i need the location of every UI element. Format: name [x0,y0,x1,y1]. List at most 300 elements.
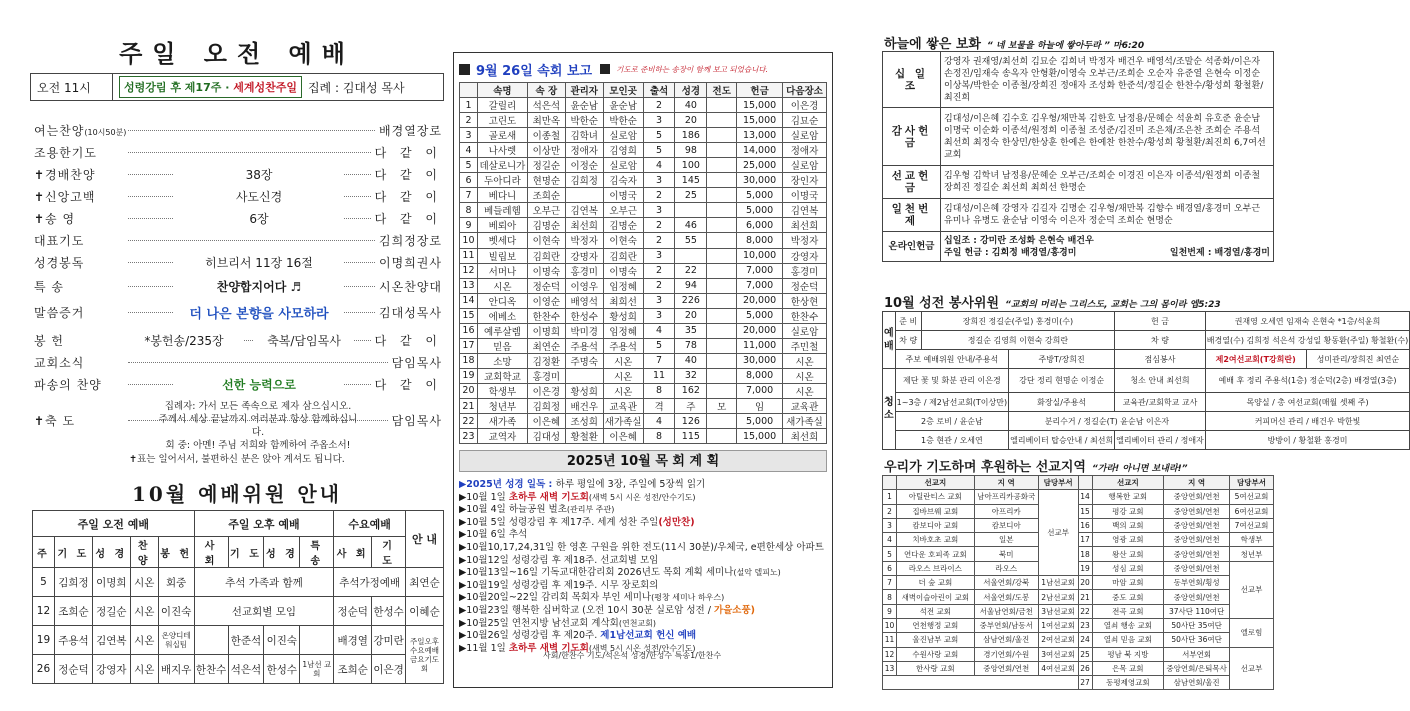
square-bullet-icon [600,64,610,74]
report-cell: 한성수 [565,308,603,323]
order-label-text: 조용한기도 [34,145,97,160]
mission-row [883,518,1274,532]
report-col-header: 관리자 [565,83,603,98]
report-row [460,338,827,353]
serve-item: 예배 후 정리 주용석(1층) 정순덕(2층) 배경열(3층) [1205,369,1409,393]
report-cell: 실로암 [783,158,827,173]
report-cell: 15,000 [737,98,783,113]
report-cell: 4 [643,323,675,338]
report-cell: 21 [460,398,478,413]
report-cell: 5 [643,128,675,143]
offering-names: 김우형 김학녀 남정용/문혜순 오부근/조희순 이경진 이은자 이종석/원정희 이종철 장희진 정길순 최선희 최희선 한명순 [941,166,1274,199]
report-row [460,248,827,263]
report-cell: 실로암 [783,323,827,338]
report-cell: 17 [460,338,478,353]
report-cell: 2 [643,263,675,278]
mission-header-row [883,476,1274,490]
mission-cell: 마암 교회 [1092,576,1164,590]
report-cell [707,293,737,308]
report-cell: 새가족실 [603,414,643,429]
report-cell: 20 [675,308,707,323]
report-cell: 박한순 [603,113,643,128]
report-cell: 예루살렘 [477,323,527,338]
report-cell [707,368,737,383]
report-cell: 주용석 [565,338,603,353]
col-week: 주 [33,537,55,568]
report-cell: 골로새 [477,128,527,143]
serve-item: 방방이 / 황철환 홍경미 [1205,431,1409,450]
benediction-line: 주께서 세상 끝날까지 여러분과 항상 함께하십니다. [158,414,358,438]
mission-cell: 백의 교회 [1092,518,1164,532]
order-label [34,278,124,295]
plan-text: ▶10월20일~22일 감리회 목회자 부인 세미나 [459,592,652,604]
serve-category: 청 소 [883,369,896,450]
report-col-header: 헌금 [737,83,783,98]
report-cell: 10 [460,233,478,248]
wed-prayer: 이은경 [372,655,406,684]
report-cell [707,338,737,353]
report-cell: 정애자 [783,143,827,158]
mission-cell: 서울연회/강북 [974,576,1038,590]
report-cell: 126 [675,414,707,429]
order-item [34,206,442,230]
mission-cell: 전곡 교회 [1092,604,1164,618]
serve-item: 점심봉사 [1115,350,1206,369]
report-cell: 6 [460,173,478,188]
mission-row [883,533,1274,547]
report-cell: 55 [675,233,707,248]
report-cell: 4 [643,158,675,173]
offering: 배지우 [158,655,194,684]
mission-cell: 37사단 110여단 [1164,604,1230,618]
group-wed: 수요예배 [334,511,406,537]
report-cell [707,323,737,338]
plan-tag: (성만찬) [658,516,695,528]
report-cell [707,188,737,203]
order-label [34,376,124,393]
report-cell: 13,000 [737,128,783,143]
week: 5 [33,568,55,597]
serve-item: 커피머신 관리 / 배건우 박한빛 [1205,412,1409,431]
report-cell: 임 [737,398,783,413]
report-row [460,188,827,203]
report-cell [707,128,737,143]
report-cell: 빌립보 [477,248,527,263]
mission-cell: 남아프리카공화국 [974,490,1038,504]
serve-people: 장희진 정길순(주일) 홍경미(수) [921,312,1115,331]
report-cell: 황성희 [565,383,603,398]
serve-title: 10월 성전 봉사위원 [884,296,1000,311]
order-label-text: 대표기도 [34,233,85,248]
prayer: 조희순 [54,597,92,626]
mission-cell: 새벽이슬아린이 교회 [896,590,974,604]
mission-cell: 16 [1078,518,1092,532]
report-cell: 윤순남 [603,98,643,113]
report-col-header: 출석 [643,83,675,98]
mission-col-header: 담당부서 [1230,476,1274,490]
report-cell: 실로암 [603,158,643,173]
mission-cell: 4 [883,533,897,547]
benediction-line: 회 중: 아멘! 주님 저희와 함께하여 주옵소서! [165,440,351,451]
report-cell: 7 [643,353,675,368]
order-content: 찬양합지어다 ♬ [174,278,344,295]
standing-note: ✝표는 일어서서, 불편하신 분은 앉아 계셔도 됩니다. [129,454,345,465]
serve-category: 예 배 [883,312,896,369]
report-cell: 6,000 [737,218,783,233]
offering: 온양디테 워십팀 [158,626,194,655]
order-leader: 담임목사 [391,355,442,370]
report-cell: 베들레헴 [477,203,527,218]
report-cell: 3 [460,128,478,143]
order-item [34,250,442,274]
report-cell: 23 [460,429,478,444]
offering-row [883,199,1274,232]
plan-text: ▶10월 6일 추석 [459,529,528,541]
report-cell: 안디옥 [477,293,527,308]
plan-text: ▶10월13일~16일 기독교대한감리회 2026년도 목회 계획 세미나 [459,567,734,579]
order-leader: 다 같 이 [374,211,442,226]
plan-text: ▶10월 1일 [459,491,509,503]
bible: 강영자 [92,655,130,684]
plan-note: (평창 세미나 하우스) [651,593,725,603]
report-cell: 정순덕 [527,278,565,293]
mission-row [883,676,1274,690]
square-bullet-icon [459,64,470,75]
plan-text: ▶2025년 성경 일독 : [459,479,556,490]
plan-text: ▶10월23일 행복한 십버학교 (오전 10시 30분 실로암 성전 / [459,605,714,616]
report-row [460,98,827,113]
mission-cell: 8 [883,590,897,604]
plan-note: (새벽 5시 시온 성전/안수기도) [588,643,696,653]
report-cell: 황성희 [603,308,643,323]
pm-song [300,626,334,655]
worship-column [28,0,446,711]
report-cell: 8 [643,429,675,444]
report-row [460,383,827,398]
report-cell: 11,000 [737,338,783,353]
report-cell [707,203,737,218]
order-item [34,372,442,396]
report-cell: 2 [643,188,675,203]
report-cell: 박한순 [565,113,603,128]
offering: 이진숙 [158,597,194,626]
report-cell: 시온 [783,353,827,368]
report-cell: 이정순 [565,158,603,173]
report-cell: 교회학교 [477,368,527,383]
mission-cell: 10 [883,618,897,632]
mission-col-header: 선교지 [1092,476,1164,490]
mission-cell: 1 [883,490,897,504]
report-cell: 한상현 [783,293,827,308]
serve-item: 제2여선교회(T강희란) [1205,350,1306,369]
report-cell: 시온 [783,383,827,398]
report-cell [675,248,707,263]
order-content-2: 축복/담임목사 [254,332,354,349]
plan-note: (새벽 5시 시온 성전/안수기도) [588,492,696,502]
plan-text: ▶10월26일 성령강림 후 제20주. [459,630,601,642]
mission-cell: 중앙연회/연천 [1164,590,1230,604]
pm-host: 한찬수 [194,655,228,684]
mission-col-header: 선교지 [896,476,974,490]
report-cell [707,308,737,323]
praise: 시온 [130,626,158,655]
report-cell: 소망 [477,353,527,368]
mission-cell: 은목 교회 [1092,661,1164,675]
mission-dept: 1남선교회 [1038,576,1078,590]
mission-dept: 선교부 [1038,490,1078,576]
mission-cell: 평남 북 지방 [1092,647,1164,661]
report-cell: 배건우 [565,398,603,413]
report-cell: 최선희 [565,218,603,233]
mission-cell: 12 [883,647,897,661]
report-row [460,128,827,143]
order-item [34,274,442,298]
report-cell: 이은혜 [527,414,565,429]
order-item [34,118,442,142]
serve-people: 권재영 오세연 임재숙 은현숙 *1층/석윤희 [1205,312,1409,331]
mission-row [883,576,1274,590]
order-leader: 담임목사 [391,413,442,428]
mission-quote: “가라! 아니면 보내라!” [1091,464,1188,474]
mission-cell: 중앙연회/연천 [1164,490,1230,504]
mission-empty [883,676,1079,690]
report-cell: 5,000 [737,308,783,323]
report-cell: 새가족 [477,414,527,429]
col-bible: 성 경 [92,537,130,568]
report-cell [707,233,737,248]
report-cell [707,429,737,444]
mission-cell: 7 [883,576,897,590]
order-label-text: ✝송 영 [34,211,76,226]
serve-people: 정길순 김영희 이현숙 강희란 [921,331,1115,350]
report-cell: 35 [675,323,707,338]
serve-row [883,369,1410,393]
mission-cell: 50사단 36여단 [1164,633,1230,647]
report-col-header: 전도 [707,83,737,98]
mission-cell: 일본 [974,533,1038,547]
mission-cell: 21 [1078,590,1092,604]
mission-cell: 울진남부 교회 [896,633,974,647]
serve-role: 차 량 [895,331,921,350]
plan-text: ▶10월 5일 성령강림 후 제17주. 세계 성찬 주일 [459,516,659,528]
report-cell: 에베소 [477,308,527,323]
report-cell: 베다니 [477,188,527,203]
offering-kind: 감사헌금 [883,108,941,166]
leader-dots [128,362,388,363]
plan-title: 2025년 10월 목 회 계 획 [459,450,827,472]
mission-dept: 청년부 [1230,547,1274,561]
mission-cell: 집바브웨 교회 [896,504,974,518]
mission-cell: 라오스 [974,561,1038,575]
offering-names: 강영자 권재영/최선희 김묘순 김희녀 박정자 배건우 배영석/조말순 석종화/이은자 손정진/임재숙 송옥자 안형환/이영숙 오부근/조희순 오순자 유준열 은현숙 이정순 이상복/박한순 이종철/장희진 정애자 조성화 한준석/정길순 한찬수/황성희 황철환/최진희 [941,52,1274,108]
serve-item: 주방T/장희진 [1009,350,1115,369]
mission-cell: 20 [1078,576,1092,590]
report-cell: 청년부 [477,398,527,413]
report-cell: 100 [675,158,707,173]
report-cell: 강명자 [565,248,603,263]
report-cell: 두아디라 [477,173,527,188]
week: 19 [33,626,55,655]
report-cell: 2 [643,218,675,233]
mission-dept: 선교부 [1230,561,1274,618]
report-cell: 김연복 [783,203,827,218]
report-cell: 오부근 [527,203,565,218]
report-cell: 2 [643,233,675,248]
report-row [460,293,827,308]
report-cell: 11 [460,248,478,263]
pm-prayer: 한준석 [228,626,264,655]
offering-kind: 십 일 조 [883,52,941,108]
report-cell: 5,000 [737,188,783,203]
report-cell: 새가족실 [783,414,827,429]
mission-cell: 27 [1078,676,1092,690]
report-cell: 김희정 [565,173,603,188]
report-col-header: 속명 [477,83,527,98]
report-cell: 주명숙 [565,353,603,368]
mission-cell: 열쇠 행송 교회 [1092,618,1164,632]
report-cell: 김정환 [527,353,565,368]
mission-cell: 삼남연회/울진 [974,633,1038,647]
report-cell [707,383,737,398]
mission-cell: 중앙연회/연천 [1164,561,1230,575]
mission-row [883,490,1274,504]
online-offering [941,232,1274,262]
report-cell: 임정혜 [603,278,643,293]
order-label [34,188,124,205]
order-item [34,300,442,324]
report-cell: 나사렛 [477,143,527,158]
report-cell: 최선희 [783,429,827,444]
plan-note: (설악 델피노) [733,568,781,578]
mission-cell: 경기연회/수원 [974,647,1038,661]
report-cell: 40 [675,98,707,113]
col-prayer: 기 도 [54,537,92,568]
serve-item: 청소 안내 최선희 [1115,369,1206,393]
report-col-header: 속 장 [527,83,565,98]
report-cell: 1 [460,98,478,113]
report-cell [707,414,737,429]
report-cell: 홍경미 [527,368,565,383]
report-header [459,58,827,80]
report-cell: 시온 [477,278,527,293]
online-thousand: 일천번제 : 배경열/홍경미 [1169,247,1270,258]
report-cell [707,353,737,368]
order-label-text: 파송의 찬양 [34,377,102,392]
mission-cell: 영광 교회 [1092,533,1164,547]
report-cell: 교육관 [783,398,827,413]
col-pm-bible: 성 경 [264,537,300,568]
mission-dept: 2여선교회 [1038,633,1078,647]
prayer: 김희정 [54,568,92,597]
report-cell: 임정혜 [603,323,643,338]
mission-cell: 한사랑 교회 [896,661,974,675]
report-cell: 김학녀 [565,128,603,143]
mission-cell: 중앙연회/연천 [1164,504,1230,518]
report-cell: 시온 [603,383,643,398]
wed-note: 추석가정예배 [334,568,406,597]
offering-title: 하늘에 쌓은 보화 [884,37,981,52]
report-cell: 7 [460,188,478,203]
serve-role: 헌 금 [1115,312,1206,331]
report-cell: 7,000 [737,383,783,398]
duty-row [33,626,444,655]
mission-cell: 북미 [974,547,1038,561]
order-label [34,254,124,271]
report-cell: 고린도 [477,113,527,128]
report-cell: 30,000 [737,353,783,368]
report-cell: 11 [643,368,675,383]
plan-highlight: 제1남선교회 헌신 예배 [600,630,697,642]
report-cell: 학생부 [477,383,527,398]
pm-note: 선교회별 모임 [194,597,334,626]
order-content: 히브리서 11장 16절 [174,254,344,271]
offering-kind: 온라인헌금 [883,232,941,262]
offering-names: 김대성/이은혜 강영자 김길자 김명순 김우형/채만복 김향수 배경열/홍경미 오부근 유미나 유병도 윤순남 이영숙 이은자 정순덕 조희순 현명순 [941,199,1274,232]
order-label [34,144,124,161]
report-row [460,414,827,429]
church-season [119,76,302,98]
report-col-header [460,83,478,98]
plan-text: ▶10월19일 성령강림 후 제19주. 시무 장로회의 [459,579,659,591]
bible: 김연복 [92,626,130,655]
report-cell: 이명숙 [527,263,565,278]
mission-cell: 치바호초 교회 [896,533,974,547]
order-label [34,354,124,371]
bible: 이명희 [92,568,130,597]
serve-item: 교육관/교회학교 교사 [1115,393,1206,412]
report-cell: 3 [643,173,675,188]
col-wed-prayer: 기 도 [372,537,406,568]
report-cell: 황철환 [565,429,603,444]
plan-tag: 가을소풍) [713,605,755,616]
serve-item: 제단 꽃 및 화분 관리 이은경 [895,369,1008,393]
mission-cell: 17 [1078,533,1092,547]
serve-item: 화장실/주용석 [1009,393,1115,412]
report-cell: 장인자 [783,173,827,188]
report-cell: 19 [460,368,478,383]
mission-cell: 23 [1078,618,1092,632]
mission-cell: 중앙연회/연천 [1164,547,1230,561]
order-label-text: ✝신앙고백 [34,189,96,204]
serve-row [883,393,1410,412]
col-wed-host: 사 회 [334,537,372,568]
duty-row [33,597,444,626]
report-row [460,218,827,233]
mission-row [883,647,1274,661]
report-cell: 강영자 [783,248,827,263]
mission-row [883,590,1274,604]
order-label [34,210,124,227]
mission-row [883,618,1274,632]
order-label-text: 교회소식 [34,355,85,370]
season-sunday: 세계성찬주일 [233,81,297,94]
order-leader: 다 같 이 [374,167,442,182]
mission-cell: 라오스 브라이스 [896,561,974,575]
mission-cell: 서울남연회/금천 [974,604,1038,618]
report-cell: 최연순 [527,338,565,353]
offering-row [883,108,1274,166]
report-cell: 이은경 [783,98,827,113]
report-cell: 주용석 [603,338,643,353]
praise: 시온 [130,597,158,626]
plan-highlight: 초하루 새벽 기도회 [508,642,589,654]
online-tithe: 십일조 : 강미란 조성화 은현숙 배건우 [944,235,1094,246]
mission-cell: 15 [1078,504,1092,518]
report-cell [707,173,737,188]
plan-text: ▶10월12일 성령강림 후 제18주. 선교회별 모임 [459,554,659,566]
report-cell: 40 [675,353,707,368]
order-content: 더 나은 본향을 사모하라 [174,303,344,322]
